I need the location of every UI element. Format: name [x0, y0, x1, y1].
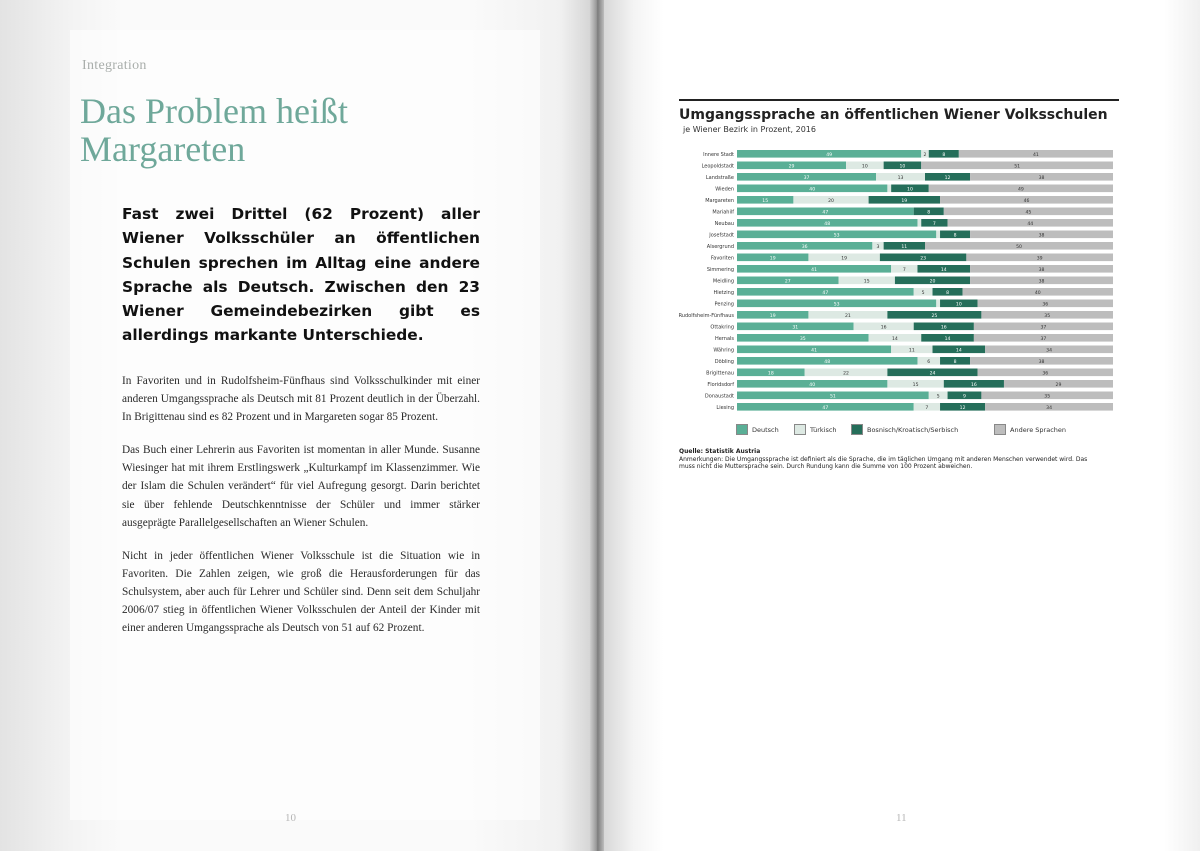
- category-label: Mariahilf: [712, 209, 734, 216]
- data-label: 41: [811, 267, 818, 273]
- data-label: 37: [1040, 325, 1047, 331]
- data-label: 10: [907, 187, 913, 193]
- category-label: Währing: [713, 347, 734, 354]
- data-label: 7: [902, 267, 906, 273]
- category-label: Landstraße: [705, 175, 734, 182]
- data-label: 7: [925, 405, 929, 411]
- category-label: Josefstadt: [709, 232, 734, 239]
- bar-segment: [936, 231, 940, 239]
- data-label: 37: [803, 175, 810, 181]
- data-label: 47: [822, 290, 829, 296]
- legend-swatch-andere: [994, 424, 1006, 435]
- data-label: 45: [1025, 210, 1032, 216]
- data-label: 10: [955, 302, 962, 308]
- data-label: 41: [1032, 152, 1039, 158]
- legend-item-tuerkisch: [794, 424, 837, 435]
- category-label: Döbling: [714, 359, 734, 366]
- data-label: 35: [799, 336, 806, 342]
- data-label: 48: [824, 359, 831, 365]
- data-label: 13: [897, 175, 904, 181]
- data-label: 38: [1038, 279, 1045, 285]
- data-label: 40: [809, 187, 816, 193]
- data-label: 15: [912, 382, 919, 388]
- data-label: 20: [828, 198, 834, 204]
- data-label: 20: [929, 279, 936, 285]
- category-label: Brigittenau: [706, 370, 734, 377]
- data-label: 38: [1038, 233, 1045, 239]
- category-label: Donaustadt: [704, 393, 734, 400]
- data-label: 10: [899, 164, 906, 170]
- chart-notes: [679, 448, 1119, 471]
- category-label: Liesing: [716, 405, 734, 412]
- data-label: 3: [876, 244, 880, 250]
- data-label: 51: [1014, 164, 1021, 170]
- data-label: 40: [809, 382, 816, 388]
- chart-subtitle: je Wiener Bezirk in Prozent, 2016: [683, 125, 816, 134]
- legend-swatch-deutsch: [736, 424, 748, 435]
- data-label: 5: [921, 290, 925, 296]
- page-number-left: 10: [285, 812, 296, 824]
- data-label: 49: [1017, 187, 1024, 193]
- category-label: Innere Stadt: [703, 152, 734, 159]
- bar-segment: [936, 300, 940, 308]
- data-label: 38: [1038, 175, 1045, 181]
- data-label: 21: [844, 313, 851, 319]
- data-label: 39: [1036, 256, 1043, 262]
- data-label: 51: [829, 394, 836, 400]
- category-label: Neubau: [714, 221, 734, 228]
- chart-legend: [736, 424, 1116, 438]
- data-label: 8: [953, 359, 957, 365]
- data-label: 16: [880, 325, 887, 331]
- legend-item-andere: [994, 424, 1066, 435]
- data-label: 38: [1038, 359, 1045, 365]
- legend-label-tuerkisch: Türkisch: [810, 425, 837, 434]
- data-label: 15: [863, 279, 870, 285]
- data-label: 23: [920, 256, 927, 262]
- data-label: 36: [1042, 371, 1049, 377]
- page-title: [80, 92, 480, 168]
- data-label: 47: [822, 210, 829, 216]
- category-label: Favoriten: [710, 255, 734, 262]
- data-label: 7: [932, 221, 936, 227]
- data-label: 10: [861, 164, 868, 170]
- stacked-bar-chart: [679, 148, 1119, 416]
- data-label: 14: [891, 336, 898, 342]
- chart-source: Quelle: Statistik Austria: [679, 448, 761, 455]
- legend-swatch-tuerkisch: [794, 424, 806, 435]
- data-label: 36: [801, 244, 808, 250]
- running-head: Integration: [82, 58, 147, 73]
- category-label: Leopoldstadt: [701, 163, 734, 170]
- data-label: 41: [811, 348, 818, 354]
- data-label: 8: [942, 152, 946, 158]
- category-label: Ottakring: [710, 324, 734, 331]
- data-label: 8: [946, 290, 950, 296]
- data-label: 14: [955, 348, 962, 354]
- chart-title: Umgangssprache an öffentlichen Wiener Volksschulen: [679, 107, 1108, 123]
- data-label: 2: [923, 152, 927, 158]
- data-label: 24: [929, 371, 936, 377]
- left-page: [0, 0, 590, 851]
- data-label: 16: [970, 382, 977, 388]
- data-label: 35: [1044, 313, 1051, 319]
- data-label: 29: [1055, 382, 1062, 388]
- legend-item-bks: [851, 424, 958, 435]
- chart-header: [679, 99, 1119, 134]
- data-label: 40: [1034, 290, 1041, 296]
- data-label: 22: [843, 371, 849, 377]
- data-label: 12: [959, 405, 966, 411]
- data-label: 15: [762, 198, 769, 204]
- legend-label-bks: Bosnisch/Kroatisch/Serbisch: [867, 425, 959, 434]
- data-label: 19: [901, 198, 908, 204]
- data-label: 8: [927, 210, 931, 216]
- data-label: 44: [1027, 221, 1034, 227]
- bar-segment: [917, 219, 921, 227]
- data-label: 50: [1016, 244, 1022, 250]
- lead-paragraph: Fast zwei Drittel (62 Prozent) aller Wiener Volksschüler an öffentlichen Schulen sprechen im Alltag eine andere Sprache als Deutsch. Zwischen den 23 Wiener Gemeindebezirken gibt es allerdings markante Unterschiede.: [122, 205, 480, 345]
- body-paragraph-3: Nicht in jeder öffentlichen Wiener Volksschule ist die Situation wie in Favoriten. Die Zahlen zeigen, wie groß die Herausforderungen für das Schulsystem, aber auch für Lehrer und Schüler sind. Denn seit dem Schuljahr 2006/07 stieg in öffentlichen Wiener Volksschulen der Anteil der Kinder mit einer anderen Umgangssprache als Deutsch von 51 auf 62 Prozent.: [122, 549, 480, 635]
- data-label: 49: [826, 152, 833, 158]
- data-label: 25: [931, 313, 938, 319]
- data-label: 47: [822, 405, 829, 411]
- category-label: Hernals: [714, 336, 734, 343]
- legend-label-deutsch: Deutsch: [752, 425, 779, 434]
- category-label: Meidling: [712, 278, 734, 285]
- data-label: 34: [1046, 348, 1053, 354]
- data-label: 5: [936, 394, 940, 400]
- category-label: Wieden: [715, 186, 734, 193]
- category-label: Simmering: [706, 267, 734, 274]
- data-label: 29: [788, 164, 795, 170]
- page-title-line-2: Margareten: [80, 129, 246, 169]
- data-label: 31: [792, 325, 799, 331]
- data-label: 38: [1038, 267, 1045, 273]
- data-label: 11: [901, 244, 908, 250]
- data-label: 12: [944, 175, 951, 181]
- data-label: 36: [1042, 302, 1049, 308]
- page-number-right: 11: [896, 812, 907, 824]
- data-label: 8: [953, 233, 957, 239]
- category-label: Penzing: [714, 301, 734, 308]
- body-text: [122, 372, 480, 652]
- bar-segment: [887, 185, 891, 193]
- data-label: 14: [940, 267, 947, 273]
- legend-swatch-bks: [851, 424, 863, 435]
- data-label: 37: [1040, 336, 1047, 342]
- data-label: 48: [824, 221, 831, 227]
- data-label: 9: [963, 394, 966, 400]
- data-label: 14: [944, 336, 951, 342]
- data-label: 19: [769, 256, 776, 262]
- data-label: 16: [940, 325, 947, 331]
- chart-note: Anmerkungen: Die Umgangssprache ist definiert als die Sprache, die im täglichen Umgang mit anderen Menschen verwendet wird. Das muss nicht die Muttersprache sein. Durch Rundung kann die Summe von 100 Prozent abweichen.: [679, 455, 1088, 470]
- body-paragraph-2: Das Buch einer Lehrerin aus Favoriten ist momentan in aller Munde. Susanne Wiesinger hat mit ihrem Erstlingswerk „Kulturkampf im Klassenzimmer. Wie der Islam die Schulen verändert“ für viel Aufregung gesorgt. Darin berichtet sie über fehlende Deutschkenntnisse der Schüler und immer stärker ausgeprägte Parallelgesellschaften an Wiener Schulen.: [122, 444, 480, 529]
- data-label: 27: [784, 279, 791, 285]
- category-label: Floridsdorf: [707, 382, 734, 389]
- data-label: 11: [908, 348, 915, 354]
- data-label: 19: [841, 256, 848, 262]
- body-paragraph-1: In Favoriten und in Rudolfsheim-Fünfhaus sind Volksschulkinder mit einer anderen Umgangssprache als Deutsch mit 81 Prozent deutlich in der Überzahl. In Brigittenau sind es 82 Prozent und in Margareten sogar 85 Prozent.: [122, 375, 480, 424]
- category-label: Hietzing: [713, 290, 734, 297]
- category-label: Alsergrund: [706, 244, 734, 251]
- category-label: Rudolfsheim-Fünfhaus: [679, 313, 734, 320]
- data-label: 53: [833, 233, 840, 239]
- data-label: 34: [1046, 405, 1053, 411]
- legend-label-andere: Andere Sprachen: [1010, 425, 1067, 434]
- data-label: 19: [769, 313, 776, 319]
- data-label: 18: [767, 371, 774, 377]
- legend-item-deutsch: [736, 424, 779, 435]
- chart-top-rule: [679, 99, 1119, 101]
- data-label: 53: [833, 302, 840, 308]
- book-gutter: [590, 0, 604, 851]
- data-label: 6: [927, 359, 931, 365]
- category-label: Margareten: [705, 198, 734, 205]
- page-title-line-1: Das Problem heißt: [80, 91, 348, 131]
- data-label: 35: [1044, 394, 1051, 400]
- data-label: 46: [1023, 198, 1030, 204]
